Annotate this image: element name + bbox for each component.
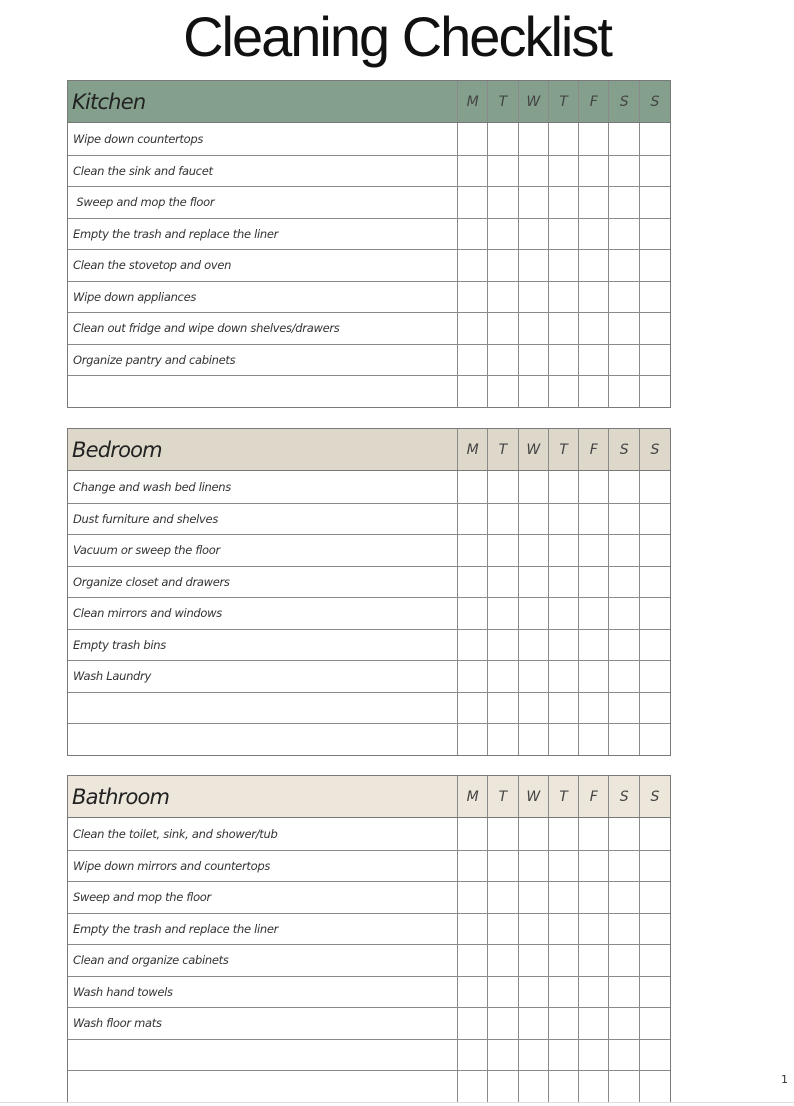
day-checkbox[interactable]	[519, 851, 549, 882]
day-checkbox[interactable]	[458, 123, 488, 155]
day-checkbox[interactable]	[609, 977, 639, 1008]
day-checkbox[interactable]	[549, 661, 579, 692]
task-label: Clean and organize cabinets	[68, 945, 458, 976]
day-checkbox[interactable]	[488, 977, 518, 1008]
task-label: Wash Laundry	[68, 661, 458, 692]
day-checkbox[interactable]	[609, 851, 639, 882]
day-checkbox[interactable]	[549, 1071, 579, 1102]
day-checkbox[interactable]	[549, 376, 579, 407]
day-checkbox[interactable]	[458, 504, 488, 535]
day-checkbox[interactable]	[549, 724, 579, 755]
section-header	[68, 429, 670, 471]
day-checkbox[interactable]	[640, 598, 670, 629]
day-checkbox[interactable]	[579, 123, 609, 155]
day-checkbox[interactable]	[488, 598, 518, 629]
task-row	[68, 1007, 670, 1039]
task-row	[68, 186, 670, 218]
day-checkbox[interactable]	[549, 345, 579, 376]
day-checkbox[interactable]	[458, 535, 488, 566]
day-checkbox[interactable]	[609, 156, 639, 187]
task-label: Dust furniture and shelves	[68, 504, 458, 535]
day-checkbox[interactable]	[458, 882, 488, 913]
day-checkbox[interactable]	[549, 282, 579, 313]
day-checkbox[interactable]	[579, 945, 609, 976]
day-checkbox[interactable]	[579, 471, 609, 503]
day-checkbox[interactable]	[549, 535, 579, 566]
task-label: Clean the stovetop and oven	[68, 250, 458, 281]
day-checkbox[interactable]	[519, 661, 549, 692]
day-checkbox[interactable]	[609, 630, 639, 661]
task-label: Wash hand towels	[68, 977, 458, 1008]
task-row	[68, 281, 670, 313]
task-row	[68, 566, 670, 598]
task-row	[68, 818, 670, 850]
task-row	[68, 976, 670, 1008]
day-checkbox[interactable]	[488, 504, 518, 535]
task-label: Clean mirrors and windows	[68, 598, 458, 629]
day-checkbox[interactable]	[640, 882, 670, 913]
day-checkbox[interactable]	[640, 345, 670, 376]
day-checkbox[interactable]	[640, 471, 670, 503]
day-checkbox[interactable]	[579, 282, 609, 313]
day-checkbox[interactable]	[488, 661, 518, 692]
day-checkbox[interactable]	[519, 818, 549, 850]
day-header: F	[579, 776, 609, 817]
day-checkbox[interactable]	[458, 1071, 488, 1102]
day-checkbox[interactable]	[519, 250, 549, 281]
day-header: W	[519, 81, 549, 122]
task-row	[68, 913, 670, 945]
day-checkbox[interactable]	[519, 156, 549, 187]
task-row	[68, 123, 670, 155]
day-checkbox[interactable]	[640, 818, 670, 850]
day-header: T	[488, 776, 518, 817]
day-checkbox[interactable]	[488, 818, 518, 850]
section-title: Bedroom	[68, 429, 458, 470]
task-row	[68, 155, 670, 187]
day-checkbox[interactable]	[519, 282, 549, 313]
task-label	[68, 1040, 458, 1071]
day-header: M	[458, 776, 488, 817]
day-checkbox[interactable]	[640, 977, 670, 1008]
task-row	[68, 597, 670, 629]
section-header	[68, 81, 670, 123]
task-row	[68, 850, 670, 882]
day-checkbox[interactable]	[579, 630, 609, 661]
day-checkbox[interactable]	[519, 376, 549, 407]
day-checkbox[interactable]	[458, 156, 488, 187]
day-checkbox[interactable]	[609, 313, 639, 344]
day-checkbox[interactable]	[609, 945, 639, 976]
day-checkbox[interactable]	[488, 219, 518, 250]
day-checkbox[interactable]	[609, 250, 639, 281]
task-label: Empty trash bins	[68, 630, 458, 661]
day-checkbox[interactable]	[579, 661, 609, 692]
day-header: S	[650, 788, 660, 805]
day-checkbox[interactable]	[488, 376, 518, 407]
day-checkbox[interactable]	[458, 219, 488, 250]
day-checkbox[interactable]	[488, 945, 518, 976]
section-kitchen	[67, 80, 671, 408]
day-checkbox[interactable]	[549, 882, 579, 913]
task-label: Empty the trash and replace the liner	[68, 219, 458, 250]
day-header: W	[519, 776, 549, 817]
day-checkbox[interactable]	[579, 977, 609, 1008]
day-checkbox[interactable]	[519, 598, 549, 629]
day-checkbox[interactable]	[609, 123, 639, 155]
day-checkbox[interactable]	[579, 914, 609, 945]
day-checkbox[interactable]	[609, 282, 639, 313]
day-checkbox[interactable]	[609, 1071, 639, 1102]
day-checkbox[interactable]	[640, 661, 670, 692]
day-checkbox[interactable]	[640, 1008, 670, 1039]
task-row	[68, 1039, 670, 1071]
day-checkbox[interactable]	[458, 1040, 488, 1071]
task-row	[68, 660, 670, 692]
day-checkbox[interactable]	[549, 219, 579, 250]
day-checkbox[interactable]	[519, 977, 549, 1008]
day-checkbox[interactable]	[609, 345, 639, 376]
section-title: Kitchen	[68, 81, 458, 122]
task-label: Change and wash bed linens	[68, 471, 458, 503]
task-label: Empty the trash and replace the liner	[68, 914, 458, 945]
day-checkbox[interactable]	[549, 1008, 579, 1039]
day-checkbox[interactable]	[640, 1040, 670, 1071]
day-checkbox[interactable]	[549, 630, 579, 661]
task-label: Vacuum or sweep the floor	[68, 535, 458, 566]
day-checkbox[interactable]	[640, 693, 670, 724]
day-checkbox[interactable]	[458, 914, 488, 945]
day-checkbox[interactable]	[488, 123, 518, 155]
day-checkbox[interactable]	[488, 313, 518, 344]
day-checkbox[interactable]	[640, 250, 670, 281]
day-checkbox[interactable]	[609, 535, 639, 566]
day-checkbox[interactable]	[519, 123, 549, 155]
day-checkbox[interactable]	[458, 977, 488, 1008]
day-checkbox[interactable]	[458, 945, 488, 976]
day-checkbox[interactable]	[549, 914, 579, 945]
day-checkbox[interactable]	[640, 567, 670, 598]
day-header: T	[488, 429, 518, 470]
task-label	[68, 693, 458, 724]
day-checkbox[interactable]	[488, 156, 518, 187]
day-checkbox[interactable]	[609, 567, 639, 598]
day-checkbox[interactable]	[458, 661, 488, 692]
day-checkbox[interactable]	[579, 219, 609, 250]
day-checkbox[interactable]	[458, 724, 488, 755]
day-checkbox[interactable]	[519, 1008, 549, 1039]
day-header: S	[609, 81, 639, 122]
task-label: Wash floor mats	[68, 1008, 458, 1039]
day-checkbox[interactable]	[549, 567, 579, 598]
task-label: Sweep and mop the floor	[68, 187, 458, 218]
day-checkbox[interactable]	[609, 187, 639, 218]
day-checkbox[interactable]	[519, 693, 549, 724]
day-checkbox[interactable]	[579, 882, 609, 913]
day-checkbox[interactable]	[488, 471, 518, 503]
task-label	[68, 376, 458, 407]
day-checkbox[interactable]	[458, 313, 488, 344]
task-label: Clean the sink and faucet	[68, 156, 458, 187]
day-checkbox[interactable]	[488, 567, 518, 598]
day-checkbox[interactable]	[549, 313, 579, 344]
day-header: M	[458, 81, 488, 122]
task-label: Wipe down mirrors and countertops	[68, 851, 458, 882]
day-checkbox[interactable]	[458, 345, 488, 376]
day-header: T	[549, 429, 579, 470]
day-checkbox[interactable]	[549, 123, 579, 155]
task-label: Organize closet and drawers	[68, 567, 458, 598]
day-checkbox[interactable]	[458, 282, 488, 313]
day-checkbox[interactable]	[549, 945, 579, 976]
day-header: T	[549, 81, 579, 122]
day-checkbox[interactable]	[458, 250, 488, 281]
day-checkbox[interactable]	[609, 914, 639, 945]
day-checkbox[interactable]	[488, 914, 518, 945]
day-checkbox[interactable]	[640, 282, 670, 313]
task-row	[68, 218, 670, 250]
day-checkbox[interactable]	[640, 156, 670, 187]
day-checkbox[interactable]	[579, 1008, 609, 1039]
day-checkbox[interactable]	[549, 250, 579, 281]
day-checkbox[interactable]	[579, 851, 609, 882]
day-checkbox[interactable]	[549, 504, 579, 535]
day-header: T	[549, 776, 579, 817]
task-row	[68, 471, 670, 503]
day-checkbox[interactable]	[609, 882, 639, 913]
day-header: F	[579, 81, 609, 122]
day-checkbox[interactable]	[609, 376, 639, 407]
section-bathroom	[67, 775, 671, 1103]
task-label: Wipe down countertops	[68, 123, 458, 155]
day-checkbox[interactable]	[640, 219, 670, 250]
day-checkbox[interactable]	[549, 851, 579, 882]
day-checkbox[interactable]	[609, 471, 639, 503]
day-checkbox[interactable]	[549, 598, 579, 629]
day-checkbox[interactable]	[519, 945, 549, 976]
day-checkbox[interactable]	[458, 187, 488, 218]
day-checkbox[interactable]	[519, 535, 549, 566]
day-checkbox[interactable]	[488, 724, 518, 755]
task-label: Organize pantry and cabinets	[68, 345, 458, 376]
day-checkbox[interactable]	[579, 156, 609, 187]
day-checkbox[interactable]	[519, 567, 549, 598]
task-row	[68, 312, 670, 344]
page-title: Cleaning Checklist	[183, 5, 611, 68]
day-checkbox[interactable]	[579, 313, 609, 344]
day-checkbox[interactable]	[579, 693, 609, 724]
day-checkbox[interactable]	[579, 187, 609, 218]
day-checkbox[interactable]	[458, 376, 488, 407]
day-checkbox[interactable]	[549, 1040, 579, 1071]
day-checkbox[interactable]	[609, 693, 639, 724]
day-checkbox[interactable]	[458, 1008, 488, 1039]
day-checkbox[interactable]	[519, 882, 549, 913]
task-row	[68, 534, 670, 566]
section-bedroom	[67, 428, 671, 756]
day-checkbox[interactable]	[640, 123, 670, 155]
day-checkbox[interactable]	[458, 567, 488, 598]
day-checkbox[interactable]	[549, 156, 579, 187]
day-checkbox[interactable]	[609, 219, 639, 250]
day-checkbox[interactable]	[519, 345, 549, 376]
day-checkbox[interactable]	[640, 376, 670, 407]
task-label: Wipe down appliances	[68, 282, 458, 313]
day-checkbox[interactable]	[640, 504, 670, 535]
day-checkbox[interactable]	[640, 187, 670, 218]
day-checkbox[interactable]	[640, 1071, 670, 1102]
task-label	[68, 724, 458, 755]
day-checkbox[interactable]	[488, 1008, 518, 1039]
day-checkbox[interactable]	[549, 818, 579, 850]
day-checkbox[interactable]	[519, 724, 549, 755]
day-checkbox[interactable]	[640, 724, 670, 755]
day-checkbox[interactable]	[519, 914, 549, 945]
day-checkbox[interactable]	[458, 693, 488, 724]
day-checkbox[interactable]	[519, 219, 549, 250]
day-checkbox[interactable]	[640, 914, 670, 945]
day-header: F	[579, 429, 609, 470]
day-checkbox[interactable]	[579, 567, 609, 598]
day-checkbox[interactable]	[640, 535, 670, 566]
day-checkbox[interactable]	[458, 851, 488, 882]
task-label	[68, 1071, 458, 1102]
day-checkbox[interactable]	[488, 345, 518, 376]
day-checkbox[interactable]	[640, 630, 670, 661]
task-row	[68, 1070, 670, 1102]
day-header: W	[519, 429, 549, 470]
day-checkbox[interactable]	[488, 1040, 518, 1071]
day-checkbox[interactable]	[609, 724, 639, 755]
day-checkbox[interactable]	[488, 882, 518, 913]
task-row	[68, 944, 670, 976]
page-edge-divider	[0, 1102, 794, 1103]
day-checkbox[interactable]	[488, 851, 518, 882]
day-checkbox[interactable]	[488, 630, 518, 661]
day-checkbox[interactable]	[609, 1040, 639, 1071]
task-row	[68, 249, 670, 281]
day-checkbox[interactable]	[579, 1071, 609, 1102]
day-checkbox[interactable]	[640, 313, 670, 344]
day-header: S	[609, 429, 639, 470]
day-checkbox[interactable]	[549, 693, 579, 724]
day-checkbox[interactable]	[519, 313, 549, 344]
day-checkbox[interactable]	[579, 376, 609, 407]
day-checkbox[interactable]	[579, 250, 609, 281]
day-checkbox[interactable]	[579, 1040, 609, 1071]
day-checkbox[interactable]	[458, 471, 488, 503]
day-checkbox[interactable]	[609, 598, 639, 629]
day-checkbox[interactable]	[488, 535, 518, 566]
day-checkbox[interactable]	[458, 630, 488, 661]
day-checkbox[interactable]	[640, 851, 670, 882]
task-row	[68, 375, 670, 407]
task-row	[68, 629, 670, 661]
day-checkbox[interactable]	[609, 661, 639, 692]
day-checkbox[interactable]	[488, 1071, 518, 1102]
day-checkbox[interactable]	[519, 504, 549, 535]
day-checkbox[interactable]	[549, 977, 579, 1008]
day-header: S	[650, 93, 660, 110]
day-header: S	[609, 776, 639, 817]
day-checkbox[interactable]	[579, 724, 609, 755]
day-checkbox[interactable]	[488, 187, 518, 218]
day-checkbox[interactable]	[609, 1008, 639, 1039]
task-label: Sweep and mop the floor	[68, 882, 458, 913]
section-title: Bathroom	[68, 776, 458, 817]
day-checkbox[interactable]	[579, 598, 609, 629]
day-checkbox[interactable]	[519, 187, 549, 218]
task-row	[68, 881, 670, 913]
page-number: 1	[781, 1073, 788, 1086]
day-checkbox[interactable]	[519, 1040, 549, 1071]
task-label: Clean the toilet, sink, and shower/tub	[68, 818, 458, 850]
day-checkbox[interactable]	[519, 1071, 549, 1102]
day-header: T	[488, 81, 518, 122]
day-header: M	[458, 429, 488, 470]
day-checkbox[interactable]	[579, 818, 609, 850]
task-row	[68, 503, 670, 535]
day-checkbox[interactable]	[640, 945, 670, 976]
day-header: S	[650, 441, 660, 458]
section-header	[68, 776, 670, 818]
task-row	[68, 692, 670, 724]
day-checkbox[interactable]	[519, 630, 549, 661]
day-checkbox[interactable]	[488, 282, 518, 313]
day-checkbox[interactable]	[458, 818, 488, 850]
task-label: Clean out fridge and wipe down shelves/drawers	[68, 313, 458, 344]
day-checkbox[interactable]	[549, 187, 579, 218]
day-checkbox[interactable]	[609, 504, 639, 535]
day-checkbox[interactable]	[488, 693, 518, 724]
task-row	[68, 344, 670, 376]
day-checkbox[interactable]	[549, 471, 579, 503]
day-checkbox[interactable]	[579, 504, 609, 535]
day-checkbox[interactable]	[458, 598, 488, 629]
day-checkbox[interactable]	[579, 535, 609, 566]
task-row	[68, 723, 670, 755]
day-checkbox[interactable]	[519, 471, 549, 503]
day-checkbox[interactable]	[609, 818, 639, 850]
day-checkbox[interactable]	[579, 345, 609, 376]
day-checkbox[interactable]	[488, 250, 518, 281]
